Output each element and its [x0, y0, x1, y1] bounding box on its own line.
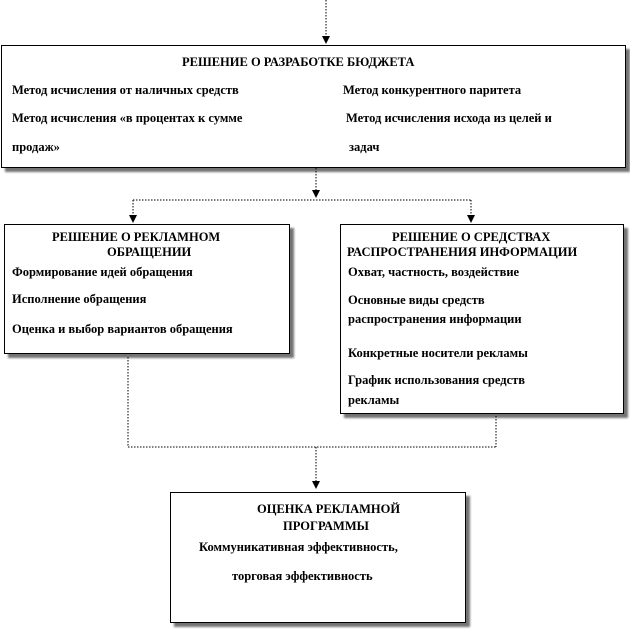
method-percent-line1: Метод исчисления «в процентах к сумме [12, 111, 243, 125]
media-item-reach: Охват, частность, воздействие [348, 265, 520, 279]
media-title-line1: РЕШЕНИЕ О СРЕДСТВАХ [392, 230, 551, 244]
evaluation-line1: Коммуникативная эффективность, [199, 540, 398, 554]
message-title-line2: ОБРАЩЕНИИ [107, 245, 192, 259]
method-cash: Метод исчисления от наличных средств [12, 83, 239, 97]
method-competitive: Метод конкурентного паритета [343, 83, 522, 97]
media-item-carriers: Конкретные носители рекламы [348, 346, 528, 360]
method-goals-line2: задач [349, 140, 380, 154]
message-item-execution: Исполнение обращения [12, 292, 147, 306]
evaluation-title-line1: ОЦЕНКА РЕКЛАМНОЙ [257, 502, 401, 516]
media-item-types-line2: распространения информации [348, 312, 522, 326]
evaluation-line2: торговая эффективность [232, 569, 373, 583]
message-item-ideas: Формирование идей обращения [12, 265, 193, 279]
evaluation-title-line2: ПРОГРАММЫ [283, 519, 369, 533]
media-item-schedule-line1: График использования средств [348, 373, 526, 387]
message-title-line1: РЕШЕНИЕ О РЕКЛАМНОМ [52, 230, 221, 244]
message-item-evaluation: Оценка и выбор вариантов обращения [12, 322, 233, 336]
media-title-line2: РАСПРОСТРАНЕНИЯ ИНФОРМАЦИИ [347, 245, 578, 259]
budget-title: РЕШЕНИЕ О РАЗРАБОТКЕ БЮДЖЕТА [182, 55, 415, 69]
media-item-types-line1: Основные виды средств [348, 293, 485, 307]
method-percent-line2: продаж» [12, 140, 60, 154]
method-goals-line1: Метод исчисления исхода из целей и [346, 111, 552, 125]
media-item-schedule-line2: рекламы [348, 393, 400, 407]
